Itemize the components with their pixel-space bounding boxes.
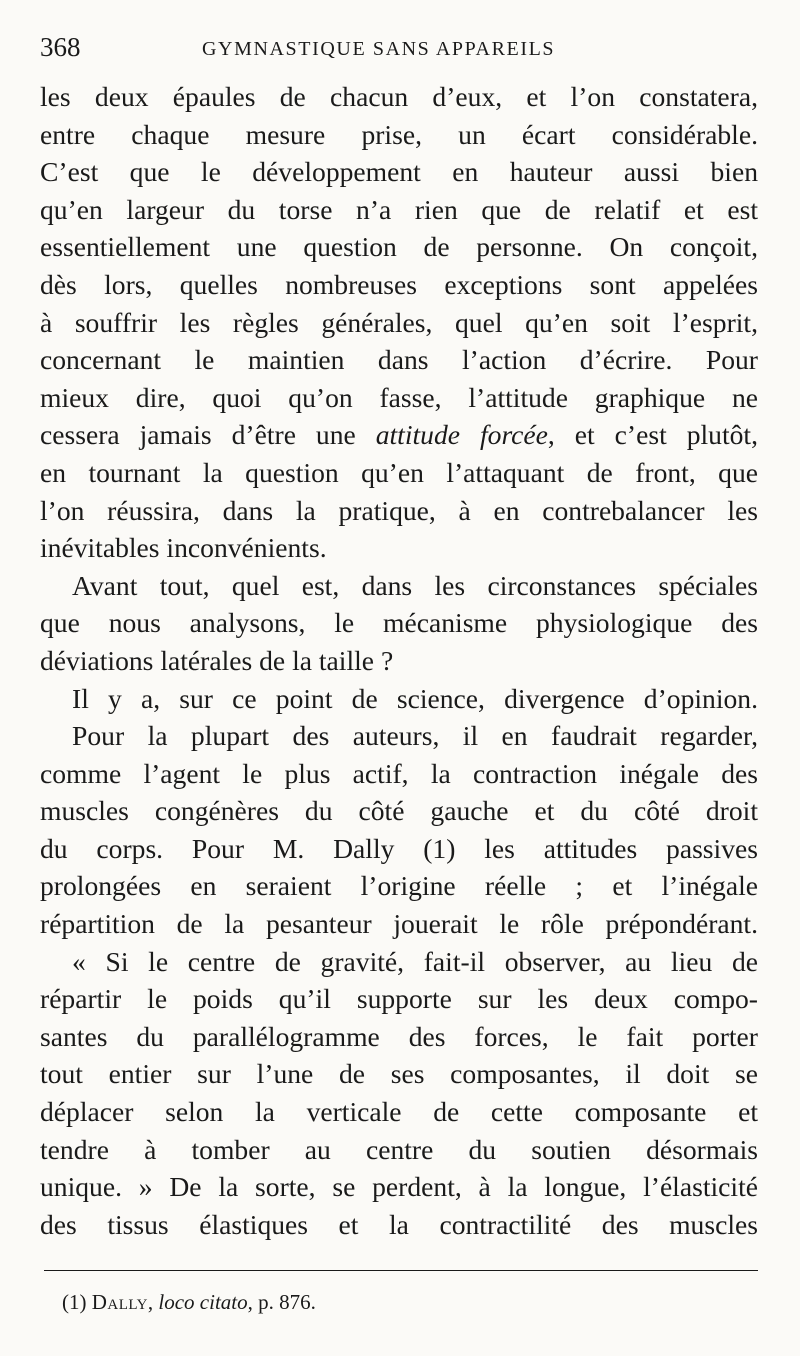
text-line: comme l’agent le plus actif, la contraction inégale des xyxy=(40,757,758,789)
text-line: du corps. Pour M. Dally (1) les attitudes passives xyxy=(40,832,758,864)
text-line: prolongées en seraient l’origine réelle ; et l’inégale xyxy=(40,870,758,902)
text-line: muscles congénères du côté gauche et du côté droit xyxy=(40,795,758,827)
text-line: C’est que le développement en hauteur aussi bien xyxy=(40,156,758,188)
text-line: en tournant la question qu’en l’attaquant de front, que xyxy=(40,456,758,488)
text-line: unique. » De la sorte, se perdent, à la longue, l’élasticité xyxy=(40,1171,758,1203)
text-line: l’on réussira, dans la pratique, à en contrebalancer les xyxy=(40,494,758,526)
text-line: déviations latérales de la taille ? xyxy=(40,644,394,676)
paragraph-start: Avant tout, quel est, dans les circonstances spéciales xyxy=(72,569,758,601)
text-line: des tissus élastiques et la contractilité des muscles xyxy=(40,1208,758,1240)
page-header xyxy=(40,30,760,70)
paragraph-start: Pour la plupart des auteurs, il en faudrait regarder, xyxy=(72,720,758,752)
text-line: déplacer selon la verticale de cette composante et xyxy=(40,1096,758,1128)
page-number: 368 xyxy=(40,32,81,62)
text-line-with-italic xyxy=(40,416,758,454)
text-line: tendre à tomber au centre du soutien désormais xyxy=(40,1133,758,1165)
footnote-separator: , xyxy=(147,1290,159,1314)
text-line: répartition de la pesanteur jouerait le rôle prépondérant. xyxy=(40,908,758,940)
text-line: à souffrir les règles générales, quel qu’en soit l’esprit, xyxy=(40,306,758,338)
paragraph-start: Il y a, sur ce point de science, divergence d’opinion. xyxy=(72,682,758,714)
text-line: qu’en largeur du torse n’a rien que de relatif et est xyxy=(40,193,758,225)
footnote xyxy=(62,1290,316,1315)
text-segment: , et c’est plutôt, xyxy=(547,419,758,451)
footnote-italic: loco citato xyxy=(158,1290,248,1314)
text-line: santes du parallélogramme des forces, le fait porter xyxy=(40,1020,758,1052)
footnote-rest: , p. 876. xyxy=(247,1290,316,1314)
text-line: les deux épaules de chacun d’eux, et l’on constatera, xyxy=(40,81,758,112)
text-line: répartir le poids qu’il supporte sur les deux compo- xyxy=(40,983,758,1015)
italic-phrase: attitude forcée xyxy=(375,419,548,451)
footnote-marker: (1) xyxy=(62,1290,92,1314)
footnote-author: Dally xyxy=(91,1290,148,1314)
text-line: dès lors, quelles nombreuses exceptions sont appelées xyxy=(40,268,758,300)
body-text xyxy=(40,78,758,1243)
text-line: inévitables inconvénients. xyxy=(40,532,327,564)
text-segment: cessera jamais d’être une xyxy=(40,419,376,451)
text-line: mieux dire, quoi qu’on fasse, l’attitude graphique ne xyxy=(40,381,758,413)
text-line: tout entier sur l’une de ses composantes, il doit se xyxy=(40,1058,758,1090)
text-line: que nous analysons, le mécanisme physiologique des xyxy=(40,607,758,639)
footnote-divider xyxy=(44,1270,758,1271)
running-title: GYMNASTIQUE SANS APPAREILS xyxy=(202,38,556,60)
paragraph-start: « Si le centre de gravité, fait-il observer, au lieu de xyxy=(72,945,758,977)
text-line: concernant le maintien dans l’action d’écrire. Pour xyxy=(40,344,758,376)
text-line: essentiellement une question de personne. On conçoit, xyxy=(40,231,758,263)
text-line: entre chaque mesure prise, un écart considérable. xyxy=(40,118,758,150)
